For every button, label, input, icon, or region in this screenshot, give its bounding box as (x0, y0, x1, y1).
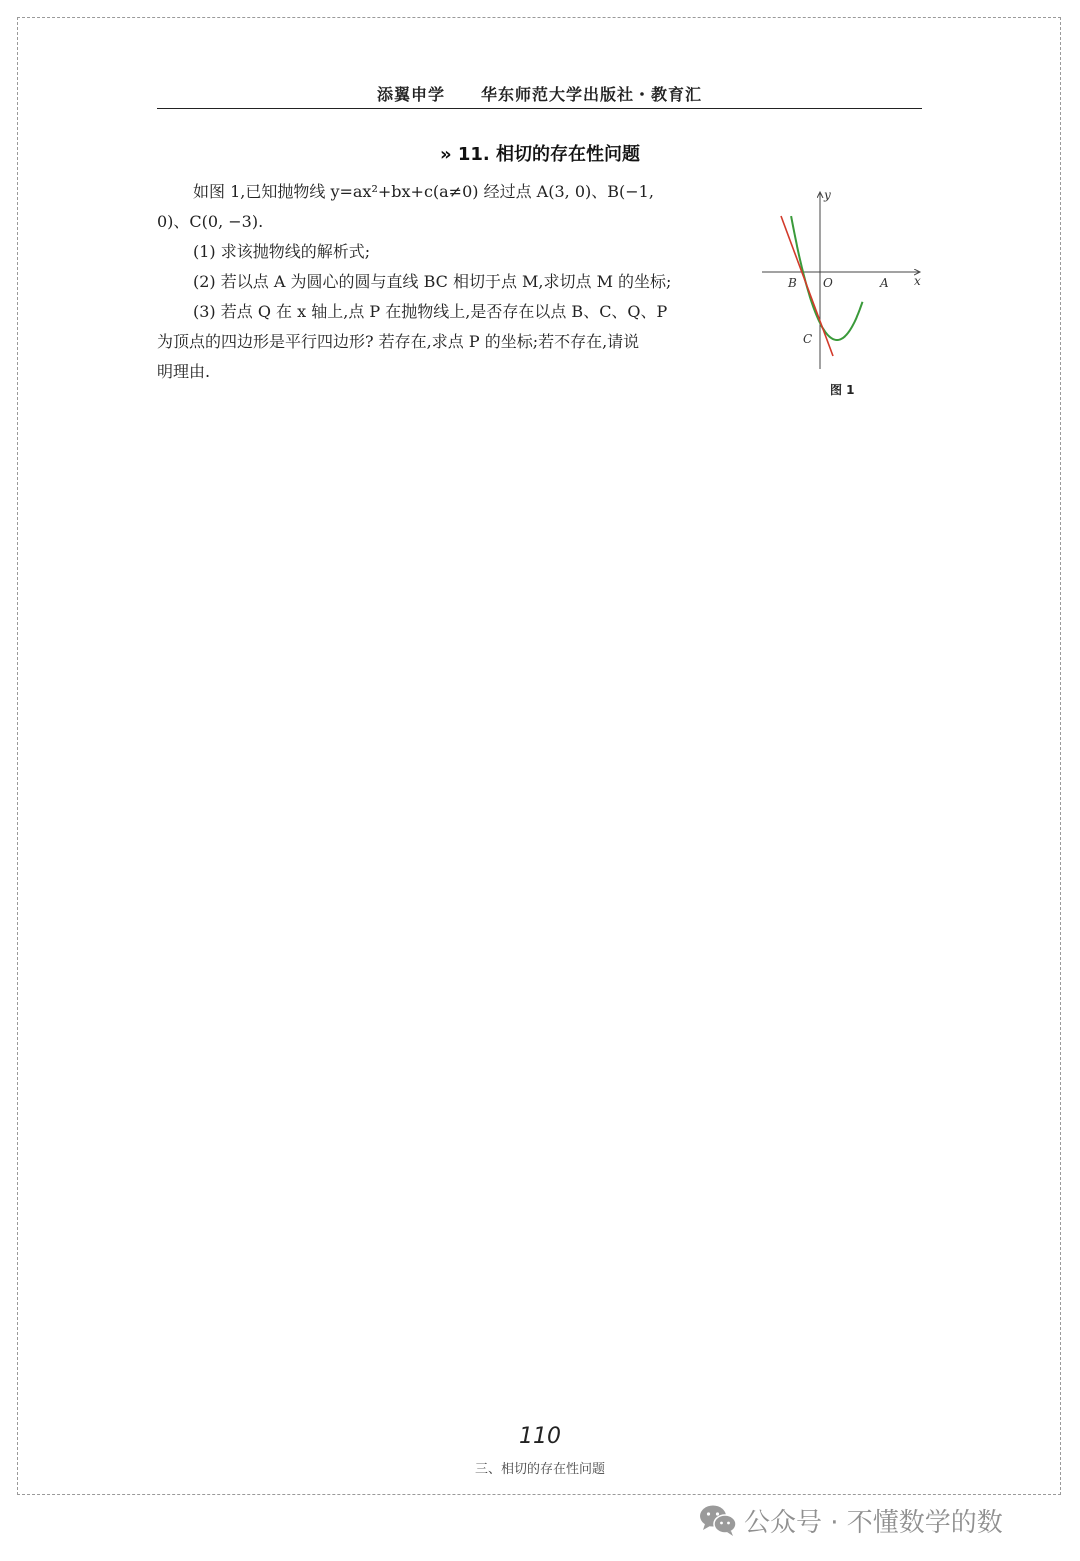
figure-1 (760, 184, 928, 404)
question-2: (2) 若以点 A 为圆心的圆与直线 BC 相切于点 M,求切点 M 的坐标; (193, 272, 672, 291)
label-point-c: C (803, 332, 813, 346)
label-point-a: A (880, 276, 889, 290)
header-right: 华东师范大学出版社・教育汇 (481, 85, 703, 104)
wechat-icon (698, 1503, 738, 1537)
label-x-axis: x (914, 274, 921, 288)
figure-caption: 图 1 (830, 383, 855, 397)
section-title: » 11. 相切的存在性问题 (439, 144, 641, 165)
question-1: (1) 求该抛物线的解析式; (193, 242, 371, 261)
problem-text (157, 177, 740, 387)
watermark-text: 公众号 · 不懂数学的数 (744, 1507, 1003, 1538)
question-3-line1: (3) 若点 Q 在 x 轴上,点 P 在抛物线上,是否存在以点 B、C、Q、P (193, 302, 668, 321)
page-number: 110 (519, 1424, 561, 1449)
label-point-b: B (788, 276, 797, 290)
label-y-axis: y (824, 188, 831, 202)
watermark (698, 1500, 1003, 1540)
label-origin: O (823, 276, 833, 290)
problem-intro-line2: 0)、C(0, −3). (157, 212, 264, 231)
question-3-line3: 明理由. (157, 362, 211, 381)
problem-intro-line1: 如图 1,已知抛物线 y=ax²+bx+c(a≠0) 经过点 A(3, 0)、B(−1, (193, 182, 654, 201)
footer-chapter: 三、相切的存在性问题 (474, 1462, 605, 1477)
question-3-line2: 为顶点的四边形是平行四边形? 若存在,求点 P 的坐标;若不存在,请说 (157, 332, 640, 351)
page-header (157, 82, 922, 109)
header-left: 添翼申学 (376, 85, 445, 104)
figure-1-graph (760, 184, 928, 404)
